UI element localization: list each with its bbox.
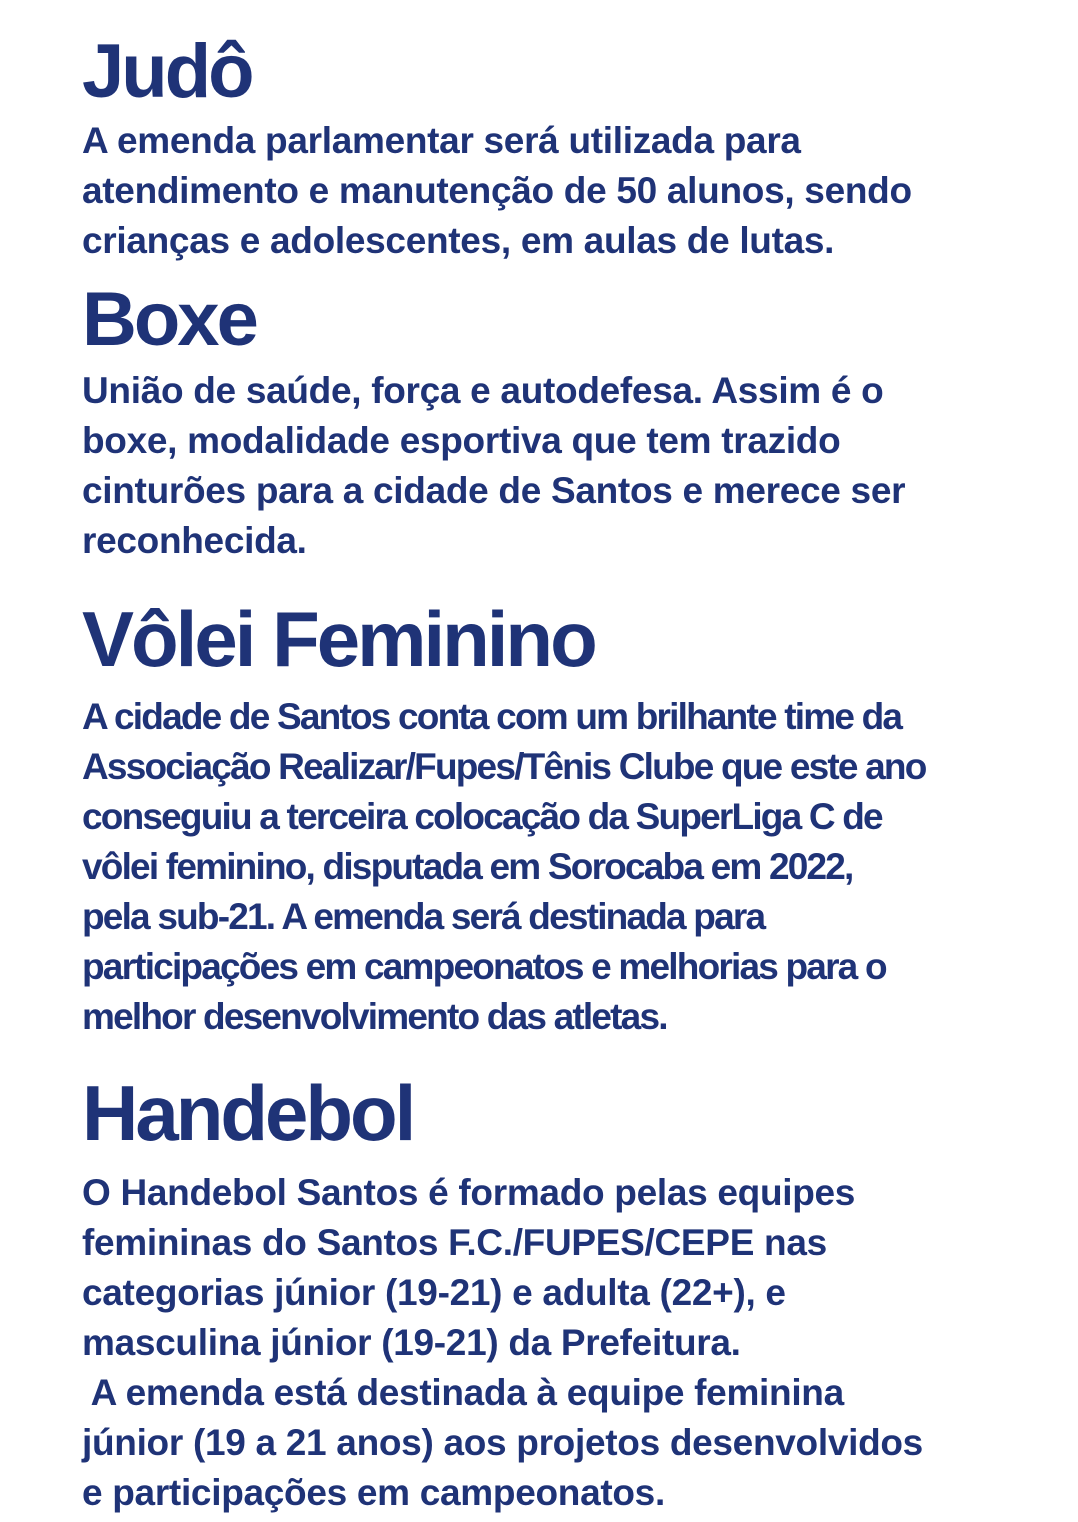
text-line: crianças e adolescentes, em aulas de lutas. [82, 220, 835, 261]
section-title: Boxe [82, 277, 256, 362]
section-boxe [82, 277, 1042, 566]
section-text [82, 366, 1042, 566]
text-line: melhor desenvolvimento das atletas. [82, 996, 667, 1037]
text-line: categorias júnior (19-21) e adulta (22+), e [82, 1272, 786, 1313]
text-line: reconhecida. [82, 520, 307, 561]
text-line: União de saúde, força e autodefesa. Assim é o [82, 370, 884, 411]
text-line: femininas do Santos F.C./FUPES/CEPE nas [82, 1222, 827, 1263]
text-line: conseguiu a terceira colocação da SuperLiga C de [82, 796, 882, 837]
section-text [82, 1168, 1042, 1518]
text-line: júnior (19 a 21 anos) aos projetos desenvolvidos [82, 1422, 923, 1463]
section-title: Judô [82, 29, 252, 114]
text-line: A emenda parlamentar será utilizada para [82, 120, 801, 161]
section-text [82, 692, 1042, 1042]
text-line: pela sub-21. A emenda será destinada para [82, 896, 765, 937]
section-text [82, 116, 1042, 266]
text-line: participações em campeonatos e melhorias para o [82, 946, 886, 987]
text-line: A cidade de Santos conta com um brilhante time da [82, 696, 902, 737]
text-line: masculina júnior (19-21) da Prefeitura. [82, 1322, 741, 1363]
text-line: atendimento e manutenção de 50 alunos, sendo [82, 170, 912, 211]
section-title: Handebol [82, 1069, 414, 1157]
text-line: e participações em campeonatos. [82, 1472, 665, 1513]
text-line: boxe, modalidade esportiva que tem trazido [82, 420, 841, 461]
text-line: O Handebol Santos é formado pelas equipes [82, 1172, 856, 1213]
section-title: Vôlei Feminino [82, 595, 595, 683]
section-handebol [82, 1069, 1042, 1518]
text-line: A emenda está destinada à equipe feminina [82, 1372, 844, 1413]
section-judo [82, 29, 1042, 266]
text-line: vôlei feminino, disputada em Sorocaba em 2022, [82, 846, 853, 887]
text-line: Associação Realizar/Fupes/Tênis Clube que este ano [82, 746, 926, 787]
text-line: cinturões para a cidade de Santos e merece ser [82, 470, 906, 511]
section-volei-feminino [82, 595, 1042, 1042]
